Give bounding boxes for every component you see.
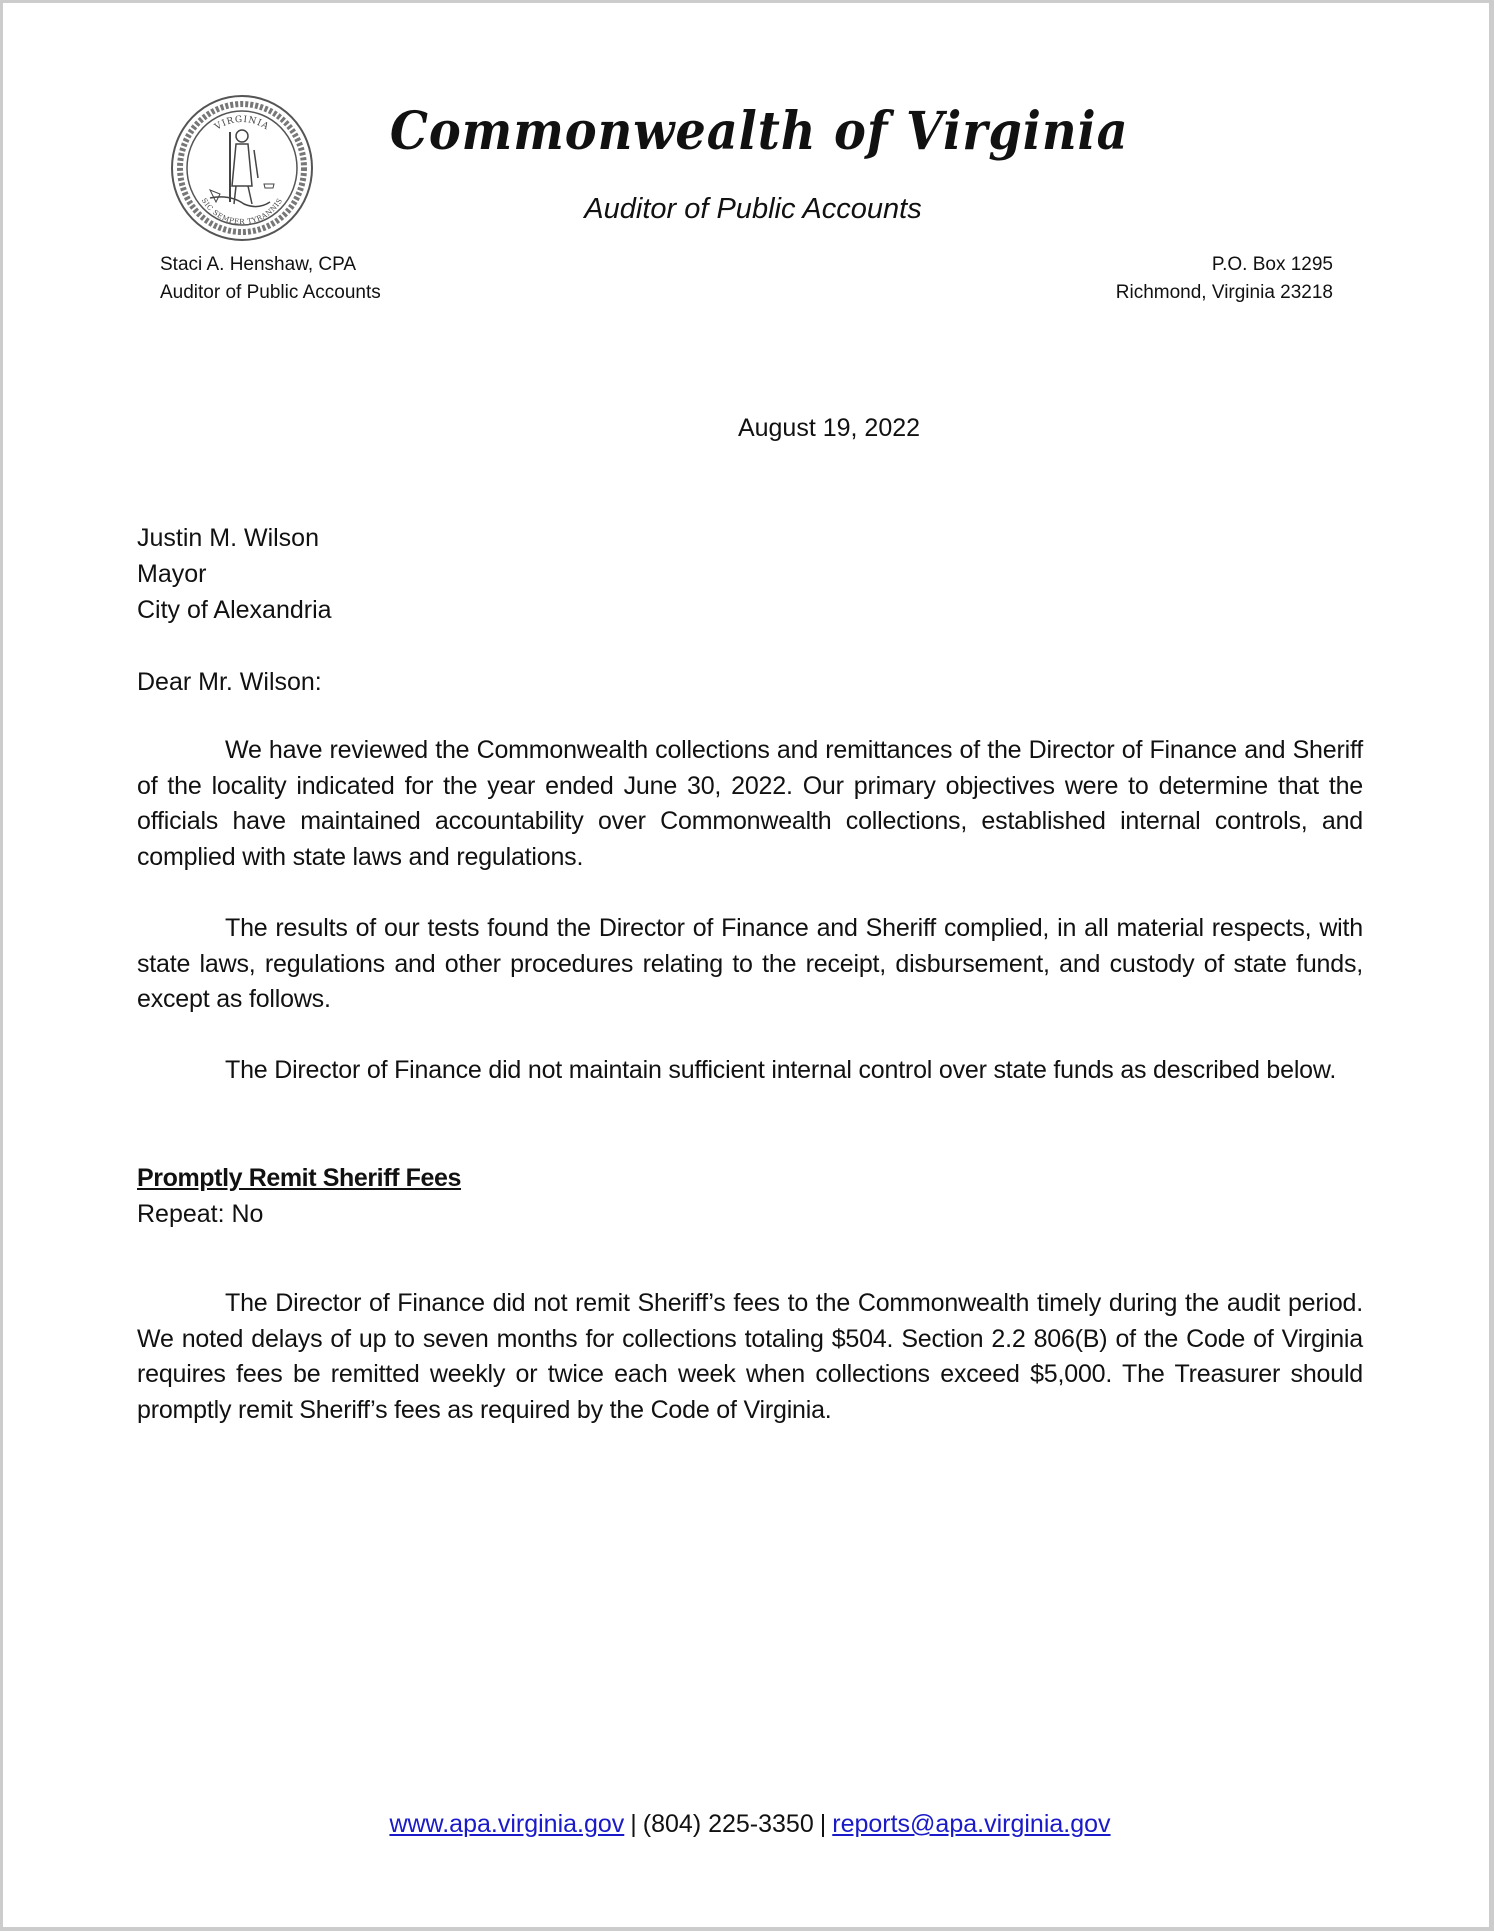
body-paragraph-1 [137,733,1363,875]
footer-contact [3,1810,1494,1839]
auditor-name: Staci A. Henshaw, CPA [160,254,357,275]
recipient-block [137,520,332,628]
letterhead-title: Commonwealth of Virginia [389,101,1129,162]
footer-separator: | [819,1810,827,1838]
paragraph-text: The Director of Finance did not maintain sufficient internal control over state funds as described below. [225,1056,1337,1084]
paragraph-text: The Director of Finance did not remit Sheriff’s fees to the Commonwealth timely during the audit period. We noted delays of up to seven months for collections totaling $504. Section 2.2 806(B) of the Code of Virginia requires fees be remitted weekly or twice each week when collections exceed $5,000. The Treasurer should promptly remit Sheriff’s fees as required by the Code of Virginia. [137,1289,1363,1424]
recipient-title: Mayor [137,560,207,588]
auditor-info [160,251,381,307]
recipient-name: Justin M. Wilson [137,524,319,552]
salutation: Dear Mr. Wilson: [137,668,322,696]
letter-date: August 19, 2022 [737,414,921,442]
email-link[interactable]: reports@apa.virginia.gov [832,1810,1111,1838]
body-paragraph-3 [137,1053,1363,1089]
footer-separator: | [630,1810,637,1838]
svg-text:VIRGINIA: VIRGINIA [213,114,271,133]
body-paragraph-2 [137,911,1363,1018]
phone-number: (804) 225-3350 [642,1810,814,1838]
recipient-organization: City of Alexandria [137,596,332,624]
paragraph-text: The results of our tests found the Director of Finance and Sheriff complied, in all material respects, with state laws, regulations and other procedures relating to the receipt, disbursement, and custody of state funds, except as follows. [137,914,1363,1013]
finding-heading: Promptly Remit Sheriff Fees [137,1164,462,1192]
finding-repeat-status: Repeat: No [137,1200,264,1228]
letterhead-subtitle: Auditor of Public Accounts [584,193,922,225]
city-state-zip: Richmond, Virginia 23218 [1115,282,1333,303]
paragraph-text: We have reviewed the Commonwealth collections and remittances of the Director of Finance and Sheriff of the locality indicated for the year ended June 30, 2022. Our primary objectives were to determine that the officials have maintained accountability over Commonwealth collections, established internal controls, and complied with state laws and regulations. [137,736,1363,871]
auditor-title: Auditor of Public Accounts [160,282,381,303]
finding-paragraph [137,1286,1363,1428]
letter-page [3,3,1489,1927]
mailing-address [1116,251,1333,307]
svg-text:SIC SEMPER TYRANNIS: SIC SEMPER TYRANNIS [199,196,285,227]
website-link[interactable]: www.apa.virginia.gov [389,1810,625,1838]
po-box: P.O. Box 1295 [1211,254,1333,275]
